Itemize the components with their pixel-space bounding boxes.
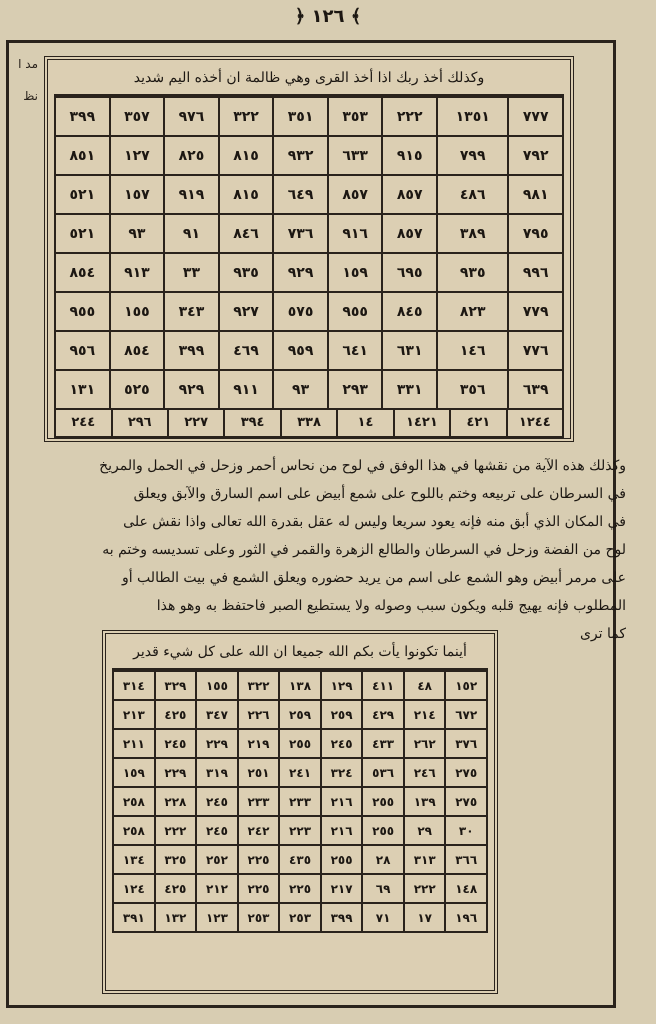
table-cell: ٦٣٩ [508,370,563,409]
table-cell: ٢٩٦ [111,410,167,436]
table-row [113,729,487,758]
table-row [55,331,563,370]
table-cell: ١٢٧ [110,136,165,175]
table-cell: ٩١٦ [328,214,383,253]
table-row [113,874,487,903]
table-cell: ٣١٩ [196,758,238,787]
text-line: لوح من الفضة وزحل في السرطان والطالع الزهرة والقمر في الثور وعلى تسديسه وختم به [102,542,626,558]
table-cell: ١٤٢١ [393,410,449,436]
table-cell: ٩٢٩ [273,253,328,292]
table2-grid [112,670,488,933]
table-cell: ٢٩٣ [328,370,383,409]
table-cell: ١٣٨ [279,671,321,700]
table-cell: ٨٥٤ [55,253,110,292]
table-cell: ١٥٥ [196,671,238,700]
table-row [55,292,563,331]
table-cell: ٢١٧ [321,874,363,903]
table-cell: ٢٤٤ [71,415,96,430]
table-cell: ٨٤٦ [219,214,274,253]
table-cell: ١٤ [336,410,392,436]
text-line: كما ترى [579,626,626,642]
table-cell: ٢١٢ [196,874,238,903]
table-row [113,787,487,816]
table-cell: ٢١١ [113,729,155,758]
table-cell: ٣٣١ [382,370,437,409]
table-cell: ٢١٩ [238,729,280,758]
table-cell: ٢٢٩ [155,758,197,787]
table-cell: ٤٢١ [449,410,505,436]
table-cell: ١٢٩ [321,671,363,700]
table-cell: ٩٣ [110,214,165,253]
table1-header: وكذلك أخذ ربك اذا أخذ القرى وهي ظالمة ان أخذه اليم شديد [54,66,564,96]
table-cell: ٢١٦ [321,787,363,816]
table-row [113,903,487,932]
table-cell: ١٢٣ [196,903,238,932]
table-cell: ٣٥٦ [437,370,508,409]
table-cell: ٨٥٧ [382,214,437,253]
table-cell: ٣١٤ [113,671,155,700]
table-cell: ٩٣ [273,370,328,409]
table-cell: ٣٢٤ [321,758,363,787]
table2-header: أينما تكونوا يأت بكم الله جميعا ان الله على كل شيء قدير [112,640,488,670]
table-cell: ٤٨ [404,671,446,700]
table-cell: ٨٢٥ [164,136,219,175]
table-cell: ١٥٩ [328,253,383,292]
table-cell: ٣٩٤ [223,410,279,436]
table-cell: ٢٤٥ [321,729,363,758]
table-cell: ٣٩١ [113,903,155,932]
table-cell: ٢٢٩ [196,729,238,758]
table-cell: ١٢٤ [113,874,155,903]
table-cell: ٢٢٢ [155,816,197,845]
magic-square-table-2 [102,630,498,994]
table-cell: ٨٥٧ [382,175,437,214]
table-cell: ١٥٧ [110,175,165,214]
table-cell: ٧٣٦ [273,214,328,253]
table-cell: ٩٧٦ [164,97,219,136]
table-cell: ٩١١ [219,370,274,409]
table-cell: ٢١٦ [321,816,363,845]
table-cell: ٣٥٣ [328,97,383,136]
table-cell: ٩١٥ [382,136,437,175]
table-cell: ٣٥١ [273,97,328,136]
table-cell: ٢٥٩ [321,700,363,729]
page-number: ﴿ ١٢٦ ﴾ [294,6,362,27]
table-cell: ٤١١ [362,671,404,700]
table-cell: ١٧ [404,903,446,932]
table-cell: ٧٧٩ [508,292,563,331]
table-cell: ٢٢٨ [155,787,197,816]
table-cell: ٧٩٥ [508,214,563,253]
table-cell: ٢٧٥ [445,758,487,787]
table-cell: ١٣٢ [155,903,197,932]
table-cell: ٦٧٢ [445,700,487,729]
table-cell: ٩٢٩ [164,370,219,409]
table-cell: ٤٢٥ [155,700,197,729]
table-cell: ٢٢٥ [238,874,280,903]
table-cell: ٣٢٢ [219,97,274,136]
table-cell: ٢٥٨ [113,787,155,816]
table-cell: ٩٢٧ [219,292,274,331]
table-cell: ٦٣١ [382,331,437,370]
table-cell: ٣٩٩ [164,331,219,370]
text-line: في السرطان على تربيعه وختم باللوح على شمع أبيض على اسم السارق والآبق ويعلق [133,486,626,502]
table-row [55,370,563,409]
table-cell: ٢٥٥ [321,845,363,874]
table-cell: ٤٦٩ [219,331,274,370]
table-cell: ٤٢٥ [155,874,197,903]
table-cell: ٣٧٦ [445,729,487,758]
table-cell: ٨٥١ [55,136,110,175]
table-cell: ٩٥٦ [55,331,110,370]
body-text [30,452,626,648]
table-cell: ٧٧٦ [508,331,563,370]
table-cell: ٩٨١ [508,175,563,214]
table-cell: ٩١٣ [110,253,165,292]
table-cell: ٢٢٥ [238,845,280,874]
table-cell: ٨٥٤ [110,331,165,370]
table-row [113,845,487,874]
table-cell: ٢٢٣ [279,816,321,845]
table-cell: ٣٠ [445,816,487,845]
table-cell: ٣٩٩ [321,903,363,932]
table-cell: ٣٣٨ [280,410,336,436]
table-cell: ٤٣٣ [362,729,404,758]
table-row [113,816,487,845]
table-cell: ٩٣٥ [437,253,508,292]
table-cell: ٦٣٣ [328,136,383,175]
table-row [113,671,487,700]
table-row [113,758,487,787]
table-cell: ٦٤١ [328,331,383,370]
table-cell: ٩٣٥ [219,253,274,292]
table-cell: ٢٦٢ [404,729,446,758]
table-cell: ٨٢٣ [437,292,508,331]
table-cell: ٢٤٥ [196,816,238,845]
table-cell: ١٢٤٤ [506,410,562,436]
table-cell: ٨٤٥ [382,292,437,331]
table-cell: ٤٣٥ [279,845,321,874]
table-cell: ٢٥٩ [279,700,321,729]
table-cell: ٦٤٩ [273,175,328,214]
table-cell: ٢٥٥ [362,787,404,816]
table-cell: ٢٤٢ [238,816,280,845]
table-cell: ٢٣٣ [279,787,321,816]
table-cell: ١٥٥ [110,292,165,331]
table-cell: ٥٣٦ [362,758,404,787]
table-cell: ٧٩٢ [508,136,563,175]
table-cell: ٩٥٩ [273,331,328,370]
table-cell: ٢٥٣ [238,903,280,932]
table1-grid [54,96,564,410]
table-cell: ٢٥٥ [279,729,321,758]
table-cell: ٣٣ [164,253,219,292]
table-cell: ٢٥١ [238,758,280,787]
table-cell: ٧١ [362,903,404,932]
table-cell: ٣٦٦ [445,845,487,874]
table-cell: ٩٥٥ [328,292,383,331]
table-cell: ١٣٥١ [437,97,508,136]
table-cell: ٦٩٥ [382,253,437,292]
table-cell: ٣٢٢ [238,671,280,700]
table-cell: ٢٤١ [279,758,321,787]
text-line: في المكان الذي أبق منه فإنه يعود سريعا وليس له عقل بقدرة الله تعالى واذا نقش على [123,514,626,530]
table-cell: ١٤٨ [445,874,487,903]
table-cell: ٥٢١ [55,214,110,253]
table-cell: ٢٢٦ [238,700,280,729]
table-cell: ٩٣٢ [273,136,328,175]
table-cell: ٩٥٥ [55,292,110,331]
table-cell: ٣٩٩ [55,97,110,136]
table-cell: ٢٥٣ [279,903,321,932]
table-row [55,214,563,253]
table-cell: ١٩٦ [445,903,487,932]
table-cell: ٧٧٧ [508,97,563,136]
text-line: المطلوب فإنه يهيج قلبه ويكون سبب وصوله ولا يستطيع الصبر فاحتفظ به وهو هذا [156,598,626,614]
table-cell: ٣٥٧ [110,97,165,136]
table-cell: ٢٤٦ [404,758,446,787]
table-cell: ٨٥٧ [328,175,383,214]
table-cell: ٣٢٩ [155,671,197,700]
table-row [55,175,563,214]
table-cell: ٨١٥ [219,175,274,214]
table-cell: ٥٢١ [55,175,110,214]
table-cell: ٢١٣ [113,700,155,729]
table-cell: ٣٢٥ [155,845,197,874]
table-cell: ٧٩٩ [437,136,508,175]
table-cell: ٩٩٦ [508,253,563,292]
table-cell: ٢٥٢ [196,845,238,874]
table-cell: ٢٢٢ [382,97,437,136]
table-cell: ٣٨٩ [437,214,508,253]
margin-note: مد ا نظ [18,57,38,103]
text-line: على مرمر أبيض وهو الشمع على اسم من يريد حضوره ويعلق الشمع في بيت الطالب أو [121,570,626,586]
table-row [55,136,563,175]
table-cell: ١٥٩ [113,758,155,787]
table-cell: ٨١٥ [219,136,274,175]
magic-square-table-1 [44,56,574,442]
table-cell: ٢١٤ [404,700,446,729]
table-cell: ٢٥٨ [113,816,155,845]
table-cell: ٢٢٥ [279,874,321,903]
table-cell: ٥٢٥ [110,370,165,409]
table-cell: ٢٣٣ [238,787,280,816]
table-cell: ١٥٢ [445,671,487,700]
table-row [113,700,487,729]
table-cell: ١٣٩ [404,787,446,816]
table-cell: ٣٤٣ [164,292,219,331]
table-cell: ٢٤٥ [155,729,197,758]
table-row [55,253,563,292]
table-cell: ١٣٤ [113,845,155,874]
table-cell: ٢٨ [362,845,404,874]
table-cell: ٤٨٦ [437,175,508,214]
table-cell: ١٤٦ [437,331,508,370]
table-cell: ٢٢٢ [404,874,446,903]
table-cell: ٢٤٥ [196,787,238,816]
table-cell: ٢٥٥ [362,816,404,845]
table-cell: ٦٩ [362,874,404,903]
table-cell: ٢٩ [404,816,446,845]
table-cell: ١٣١ [55,370,110,409]
table-cell: ٢٢٧ [167,410,223,436]
table-cell: ٣١٣ [404,845,446,874]
table-row [55,97,563,136]
table1-bottom-row [54,410,564,438]
table-cell: ٤٢٩ [362,700,404,729]
table-cell: ٩١٩ [164,175,219,214]
table-cell: ٣٤٧ [196,700,238,729]
table-cell: ٢٧٥ [445,787,487,816]
table-cell: ٩١ [164,214,219,253]
text-line: وكذلك هذه الآية من نقشها في هذا الوفق في لوح من نحاس أحمر وزحل في الحمل والمريخ [99,458,626,474]
table-cell: ٥٧٥ [273,292,328,331]
